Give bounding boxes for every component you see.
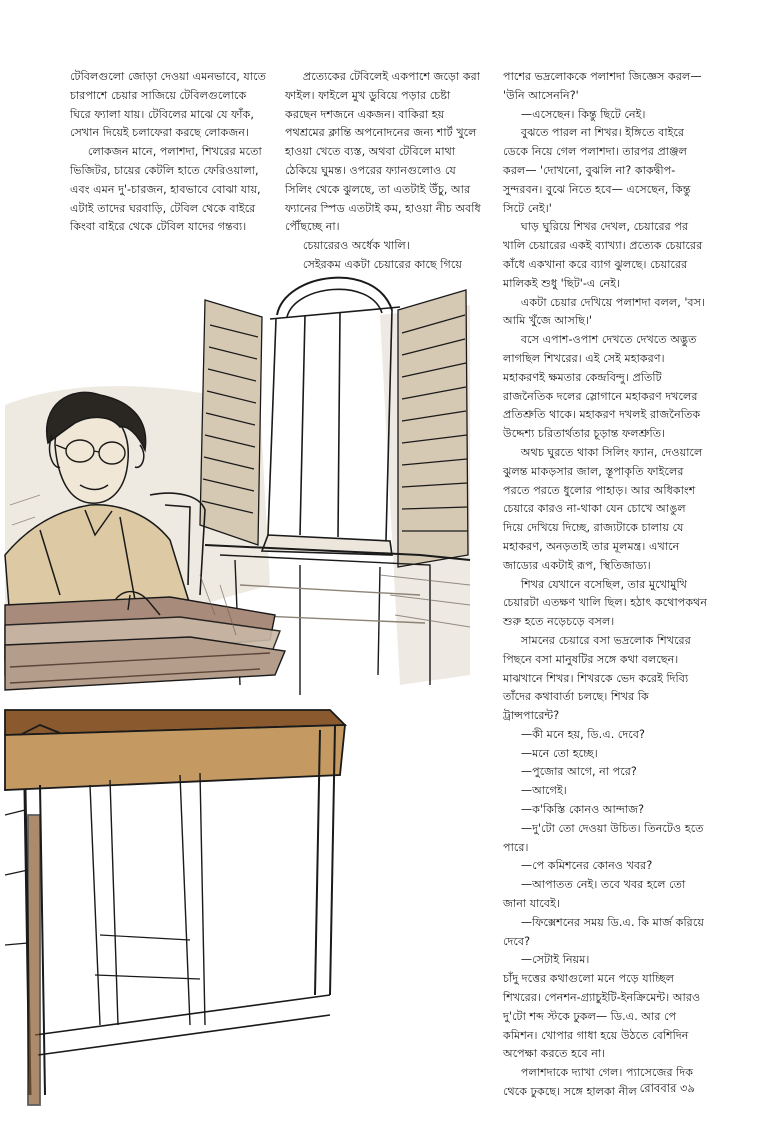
foreground-desk [5, 710, 345, 1105]
office-illustration [0, 255, 478, 1115]
paragraph: একটা চেয়ার দেখিয়ে পলাশদা বলল, 'বস। আমি খুঁজে আসছি।' [503, 295, 706, 328]
window-shutter-left [200, 300, 262, 545]
page-footer: রোববার ৩৯ [639, 1081, 695, 1095]
dialogue-line: —আগেই। [520, 784, 567, 798]
paragraph: চাঁদু দত্তের কথাগুলো মনে পড়ে যাচ্ছিল শিখরের। পেনশন-গ্র্যাচুইটি-ইনক্রিমেন্ট। আরও দু'টো শব্দ স্টকে ঢুকল— ডি.এ. আর পে কমিশন। খোপার গাধা হয়ে উঠতে বেশিদিন অপেক্ষা করতে হবে না। [503, 972, 701, 1061]
window-shutter-right [398, 290, 468, 567]
article-column-2 [285, 68, 483, 275]
paragraph: সেইরকম একটা চেয়ারের কাছে গিয়ে [302, 257, 462, 271]
paragraph: সামনের চেয়ারে বসা ভদ্রলোক শিখরের পিছনে বসা মানুষটির সঙ্গে কথা বলছেন। মাঝখানে শিখর। শিখরকে ভেদ করেই দিব্যি তাঁদের কথাবার্তা চলছে। শিখর কি ট্রান্সপারেন্ট? [503, 633, 691, 723]
dialogue-line: —পে কমিশনের কোনও খবর? [520, 859, 653, 873]
dialogue-line: —কী মনে হয়, ডি.এ. দেবে? [520, 727, 645, 741]
paragraph: লোকজন মানে, পলাশদা, শিখরের মতো ভিজিটর, চায়ের কেটলি হাতে ফেরিওয়ালা, এবং এমন দু'-চারজন, হাবভাবে বোঝা যায়, এটাই তাদের ঘরবাড়ি, টেবিল থেকে বাইরে কিংবা বাইরে থেকে টেবিল যাদের গন্তব্য। [70, 145, 262, 234]
paragraph: টেবিলগুলো জোড়া দেওয়া এমনভাবে, যাতে চারপাশে চেয়ার সাজিয়ে টেবিলগুলোকে ঘিরে ফ্যালা যায়। টেবিলের মাঝে যে ফাঁক, সেখান দিয়েই চলাফেরা করছে লোকজন। [70, 70, 266, 140]
paragraph: —এসেছেন। কিন্তু ছিটে নেই। [520, 107, 646, 121]
paragraph: ঘাড় ঘুরিয়ে শিখর দেখল, চেয়ারের পর খালি চেয়ারের একই ব্যাখ্যা। প্রত্যেক চেয়ারের কাঁধে একখানা করে ব্যাগ ঝুলছে। চেয়ারের মালিকই শুধু 'ছিট'-এ নেই। [503, 220, 703, 290]
paragraph: অথচ ঘুরতে থাকা সিলিং ফ্যান, দেওয়ালে ঝুলন্ত মাকড়সার জাল, স্তূপাকৃতি ফাইলের পরতে পরতে ধুলোর পাহাড়। আর অধিকাংশ চেয়ারে কারও না-থাকা যেন চোখে আঙুল দিয়ে দেখিয়ে দিচ্ছে, রাজ্যটাকে চালায় যে মহাকরণ, অনড়তাই তার মূলমন্ত্র। এখানে জাড্যের একটাই রূপ, স্থিতিজাড্য। [503, 445, 703, 572]
paragraph: পলাশদাকে দ্যাখা গেল। প্যাসেজের দিক থেকে ঢুকছে। সঙ্গে হালকা নীল [503, 1066, 694, 1099]
dialogue-line: —আপাতত নেই। তবে খবর হলে তো জানা যাবেই। [503, 878, 686, 911]
paragraph: চেয়ারেরও অর্ধেক খালি। [302, 239, 410, 253]
article-column-3 [503, 68, 708, 1102]
dialogue-line: —সেটাই নিয়ম। [520, 953, 590, 967]
paragraph: বসে এপাশ-ওপাশ দেখতে দেখতে অদ্ভুত লাগছিল শিখরের। এই সেই মহাকরণ। মহাকরণই ক্ষমতার কেন্দ্রবিন্দু। প্রতিটি রাজনৈতিক দলের স্লোগানে মহাকরণ দখলের প্রতিশ্রুতি থাকে। মহাকরণ দখলই রাজনৈতিক উদ্দেশ্য চরিতার্থতার চূড়ান্ত ফলশ্রুতি। [503, 333, 701, 441]
article-column-1 [70, 68, 270, 237]
paragraph: বুঝতে পারল না শিখর। ইঙ্গিতে বাইরে ডেকে নিয়ে গেল পলাশদা। তারপর প্রাঞ্জল করল— 'দোখনো, বুঝলি না? কাকদ্বীপ-সুন্দরবন। বুঝে নিতে হবে— এসেছেন, কিন্তু সিটে নেই।' [503, 126, 691, 215]
dialogue-line: —মনে তো হচ্ছে। [520, 746, 598, 760]
file-stack [5, 592, 285, 690]
dialogue-line: —ফিক্সেশনের সময় ডি.এ. কি মার্জ করিয়ে দেবে? [503, 915, 704, 948]
paragraph: প্রত্যেকের টেবিলেই একপাশে জড়ো করা ফাইল। ফাইলে মুখ ডুবিয়ে পড়ার চেষ্টা করছেন দশজনে একজন। বাকিরা হয় পথশ্রমের ক্লান্তি অপনোদনের জন্য শার্ট খুলে হাওয়া খেতে ব্যস্ত, অথবা টেবিলে মাথা ঠেকিয়ে ঘুমন্ত। ওপরের ফ্যানগুলোও যে সিলিং থেকে ঝুলছে, তা এতটাই উঁচু, আর ফ্যানের স্পিড এতটাই কম, হাওয়া নীচ অবধি পৌঁছচ্ছে না। [285, 70, 481, 234]
dialogue-line: —দু'টো তো দেওয়া উচিত। তিনটেও হতে পারে। [503, 821, 704, 854]
window [262, 278, 400, 555]
dialogue-line: —ক'কিস্তি কোনও আন্দাজ? [520, 803, 645, 817]
paragraph: পাশের ভদ্রলোককে পলাশদা জিজ্ঞেস করল— 'উনি আসেননি?' [503, 70, 702, 102]
paragraph: শিখর যেখানে বসেছিল, তার মুখোমুখি চেয়ারটা এতক্ষণ খালি ছিল। হঠাৎ কথোপকথন শুরু হতে নড়েচড়ে বসল। [503, 577, 708, 629]
dialogue-line: —পুজোর আগে, না পরে? [520, 765, 637, 779]
